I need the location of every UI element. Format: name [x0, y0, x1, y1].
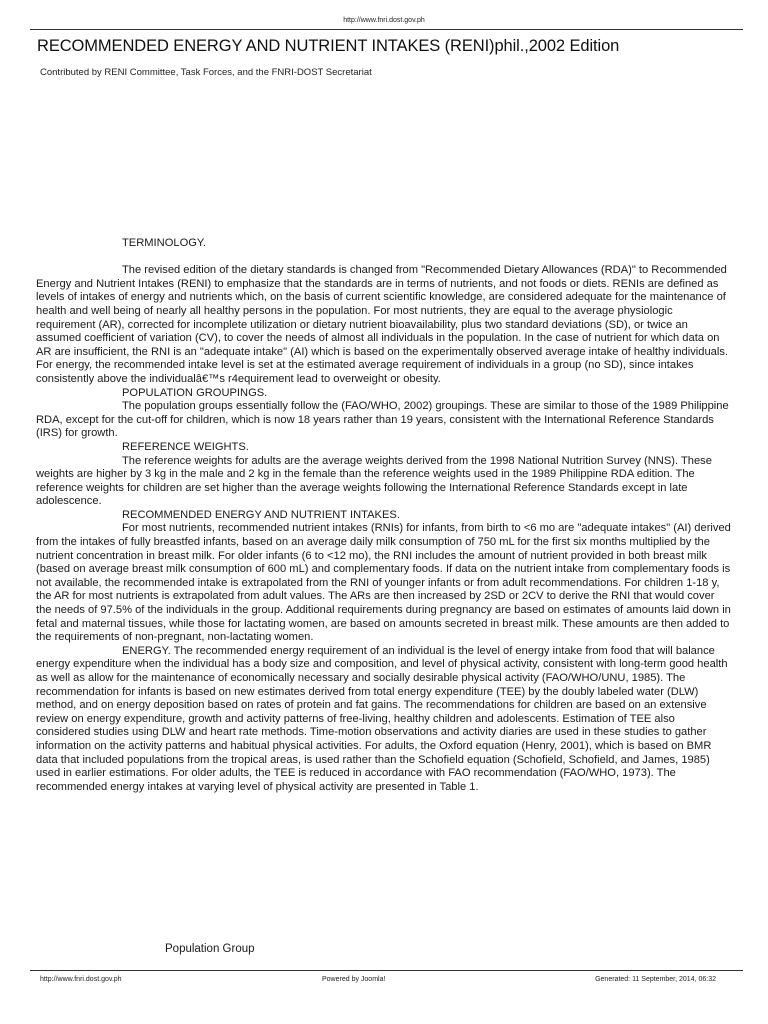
footer-url: http://www.fnri.dost.gov.ph	[40, 976, 122, 983]
footer-divider	[30, 970, 743, 971]
paragraph-energy: ENERGY. The recommended energy requirement of an individual is the level of energy intake from food that will balance energy expenditure when the individual has a body size and composition, and level of physical activity, consistent with long-term good health as well as allow for the maintenance of economically necessary and socially desirable physical activity (FAO/WHO/UNU, 1985). The recommendation for infants is based on new estimates derived from total energy expenditure (TEE) by the doubly labeled water (DLW) method, and on energy deposition based on rates of protein and fat gains. The recommendations for children are based on an extensive review on energy expenditure, growth and activity patterns of free-living, healthy children and adolescents. Estimation of TEE also considered studies using DLW and heart rate methods. Time-motion observations and activity diaries are used in these studies to gather information on the activity patterns and habitual physical activities. For adults, the Oxford equation (Henry, 2001), which is based on BMR data that included populations from the tropical areas, is used rather than the Schofield equation (Schofield, Schofield, and James, 1985) used in earlier estimations. For older adults, the TEE is reduced in accordance with FAO recommendation (FAO/WHO, 1973). The recommended energy intakes at varying level of physical activity are presented in Table 1.	[36, 644, 728, 793]
paragraph-reference-weights: The reference weights for adults are the average weights derived from the 1998 National Nutrition Survey (NNS). These weights are higher by 3 kg in the male and 2 kg in the female than the reference weights used in the 1989 Philippine RDA edition. The reference weights for children are set higher than the average weights following the International Reference Standards except in late adolescence.	[36, 454, 712, 508]
section-heading-population-groupings: POPULATION GROUPINGS.	[122, 386, 268, 399]
section-heading-reference-weights: REFERENCE WEIGHTS.	[122, 440, 249, 453]
paragraph-recommended-intakes: For most nutrients, recommended nutrient intakes (RNIs) for infants, from birth to <6 mo are "adequate intakes" (AI) derived from the intakes of fully breastfed infants, based on an average daily milk consumption of 750 mL for the first six months multiplied by the nutrient concentration in breast milk. For older infants (6 to <12 mo), the RNI includes the amount of nutrient provided in both breast milk (based on average breast milk consumption of 600 mL) and complementary foods. If data on the nutrient intake from complementary foods is not available, the recommended intake is extrapolated from the RNI of younger infants or from adult recommendations. For children 1-18 y, the AR for most nutrients is extrapolated from adult values. The ARs are then increased by 2SD or 2CV to derive the RNI that would cover the needs of 97.5% of the individuals in the group. Additional requirements during pregnancy are based on estimates of amounts laid down in fetal and maternal tissues, while those for lactating women, are based on amounts secreted in breast milk. These amounts are then added to the requirements of non-pregnant, non-lactating women.	[36, 522, 731, 644]
page-title: RECOMMENDED ENERGY AND NUTRIENT INTAKES (RENI)phil.,2002 Edition	[37, 37, 620, 55]
header-divider	[30, 29, 743, 30]
paragraph-population-groupings: The population groups essentially follow the (FAO/WHO, 2002) groupings. These are similar to those of the 1989 Philippine RDA, except for the cut-off for children, which is now 18 years rather than 19 years, consistent with the International Reference Standards (IRS) for growth.	[36, 400, 729, 440]
spacer	[36, 251, 732, 265]
section-heading-recommended-intakes: RECOMMENDED ENERGY AND NUTRIENT INTAKES.	[122, 508, 400, 521]
header-url: http://www.fnri.dost.gov.ph	[343, 17, 425, 24]
table-header-population-group: Population Group	[165, 943, 255, 955]
section-heading-terminology: TERMINOLOGY.	[122, 237, 206, 249]
document-body	[36, 237, 732, 794]
footer-generated-date: Generated: 11 September, 2014, 06:32	[595, 976, 716, 983]
page-subtitle: Contributed by RENI Committee, Task Forces, and the FNRI-DOST Secretariat	[40, 67, 372, 78]
footer-powered-by: Powered by Joomla!	[322, 976, 386, 983]
paragraph-terminology: The revised edition of the dietary standards is changed from "Recommended Dietary Allowances (RDA)" to Recommended Energy and Nutrient Intakes (RENI) to emphasize that the standards are in terms of nutrients, and not foods or diets. RENIs are defined as levels of intakes of energy and nutrients which, on the basis of current scientific knowledge, are considered adequate for the maintenance of health and well being of nearly all healthy persons in the population. For most nutrients, they are equal to the average physiologic requirement (AR), corrected for incomplete utilization or dietary nutrient bioavailability, plus two standard deviations (SD), or twice an assumed coefficient of variation (CV), to cover the needs of almost all individuals in the population. In the case of nutrient for which data on AR are insufficient, the RNI is an "adequate intake" (AI) which is based on the experimentally observed average intake of healthy individuals. For energy, the recommended intake level is set at the estimated average requirement of individuals in a group (no SD), since intakes consistently above the individualâ€™s r4equirement lead to overweight or obesity.	[36, 264, 729, 385]
